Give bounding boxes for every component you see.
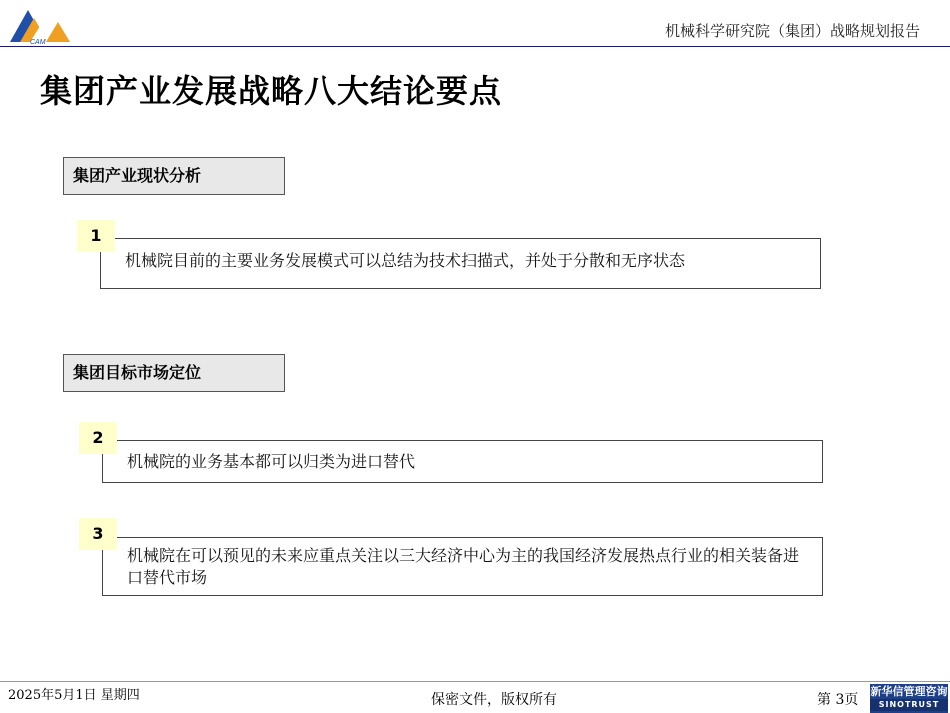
footer-divider xyxy=(0,681,950,682)
number-badge-3: 3 xyxy=(79,518,117,550)
conclusion-text-1: 机械院目前的主要业务发展模式可以总结为技术扫描式，并处于分散和无序状态 xyxy=(125,251,686,270)
sinotrust-logo xyxy=(870,684,948,713)
header-divider xyxy=(0,46,950,47)
section-label-current-analysis: 集团产业现状分析 xyxy=(63,157,285,195)
number-badge-2: 2 xyxy=(79,422,117,454)
footer-date: 2025年5月1日 星期四 xyxy=(8,688,140,703)
conclusion-box-2 xyxy=(102,440,823,483)
confidential-notice: 保密文件，版权所有 xyxy=(431,692,557,708)
number-badge-1: 1 xyxy=(77,220,115,252)
conclusion-box-3 xyxy=(102,537,823,596)
cam-logo-text: CAM xyxy=(30,39,46,46)
conclusion-text-2: 机械院的业务基本都可以归类为进口替代 xyxy=(127,452,416,471)
conclusion-text-3: 机械院在可以预见的未来应重点关注以三大经济中心为主的我国经济发展热点行业的相关装备进口替代市场 xyxy=(127,546,800,587)
cam-logo xyxy=(6,4,72,46)
sinotrust-logo-cn: 新华信管理咨询 xyxy=(870,685,948,698)
conclusion-box-1 xyxy=(100,238,821,289)
page-number: 第 3页 xyxy=(817,692,859,708)
sinotrust-logo-en: SINOTRUST xyxy=(870,699,948,711)
section-label-target-market: 集团目标市场定位 xyxy=(63,354,285,392)
page-title: 集团产业发展战略八大结论要点 xyxy=(40,72,503,110)
report-title: 机械科学研究院（集团）战略规划报告 xyxy=(664,22,920,40)
